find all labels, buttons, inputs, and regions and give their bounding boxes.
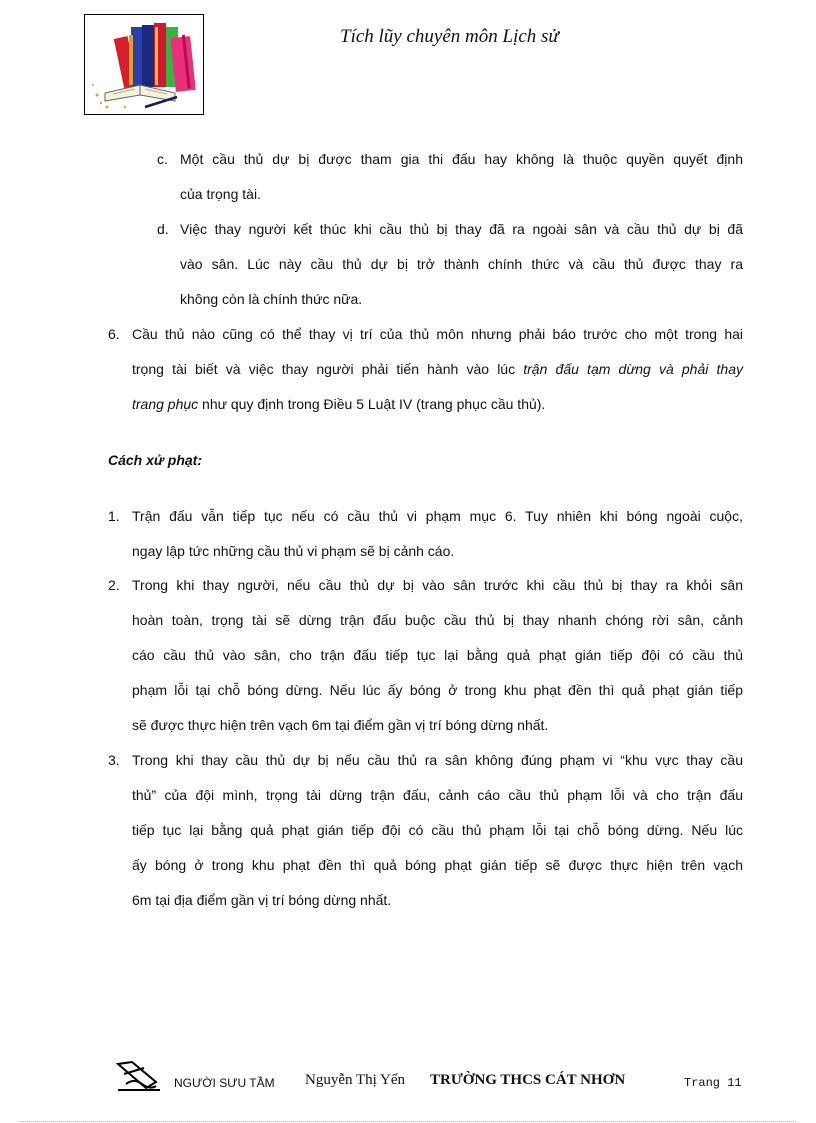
item-6-text: trọng tài biết và việc thay người phải tiến hành vào lúc — [132, 361, 524, 377]
item-6-marker: 6. — [108, 326, 120, 342]
penalty-3-line: tiếp tục lại bằng quả phạt gián tiếp đội có cầu thủ phạm lỗi tại chỗ bóng dừng. Nếu lúc — [132, 822, 743, 838]
sub-item-c-marker: c. — [157, 151, 168, 167]
item-6-line: Cầu thủ nào cũng có thể thay vị trí của thủ môn nhưng phải báo trước cho một trong hai — [132, 326, 743, 342]
footer-author: Nguyễn Thị Yến — [305, 1072, 405, 1088]
penalty-1-marker: 1. — [108, 508, 120, 524]
penalty-2-line: sẽ được thực hiện trên vạch 6m tại điểm gần vị trí bóng dừng nhất. — [132, 717, 549, 733]
footer-page-number: Trang 11 — [684, 1076, 742, 1090]
penalty-3-line: 6m tại địa điểm gần vị trí bóng dừng nhất. — [132, 892, 392, 908]
penalty-1-line: Trận đấu vẫn tiếp tục nếu có cầu thủ vi phạm mục 6. Tuy nhiên khi bóng ngoài cuộc, — [132, 508, 743, 524]
books-logo — [84, 14, 204, 115]
sub-item-c-line: của trọng tài. — [180, 186, 261, 202]
penalty-3-line: Trong khi thay cầu thủ dự bị nếu cầu thủ ra sân không đúng phạm vi “khu vực thay cầu — [132, 752, 743, 768]
penalty-2-line: hoàn toàn, trọng tài sẽ dừng trận đấu buộc cầu thủ bị thay nhanh chóng rời sân, cảnh — [132, 612, 743, 628]
books-icon — [85, 15, 204, 115]
sub-item-d-line: không còn là chính thức nữa. — [180, 291, 363, 307]
penalty-3-line: thủ” của đội mình, trọng tài dừng trận đấu, cảnh cáo cầu thủ phạm lỗi và cho trận đấu — [132, 787, 743, 803]
pen-writing-icon — [116, 1060, 162, 1092]
sub-item-d-line: vào sân. Lúc này cầu thủ dự bị trở thành chính thức và cầu thủ được thay ra — [180, 256, 743, 272]
item-6-text: như quy định trong Điều 5 Luật IV (trang phục cầu thủ). — [198, 396, 546, 412]
penalty-2-line: Trong khi thay người, nếu cầu thủ dự bị vào sân trước khi cầu thủ bị thay ra khỏi sân — [132, 577, 743, 593]
item-6-line — [132, 396, 545, 412]
item-6-line — [132, 361, 743, 377]
sub-item-c-line: Một cầu thủ dự bị được tham gia thi đấu hay không là thuộc quyền quyết định — [180, 151, 743, 167]
penalty-3-line: ấy bóng ở trong khu phạt đền thì quả bóng phạt gián tiếp sẽ được thực hiện trên vạch — [132, 857, 743, 873]
sub-item-d-line: Việc thay người kết thúc khi cầu thủ bị thay đã ra ngoài sân và cầu thủ dự bị đã — [180, 221, 743, 237]
penalty-2-marker: 2. — [108, 577, 120, 593]
footer-school: TRƯỜNG THCS CÁT NHƠN — [430, 1072, 626, 1088]
item-6-italic-text: trang phục — [132, 396, 199, 412]
section-heading: Cách xử phạt: — [108, 452, 203, 468]
penalty-2-line: cáo cầu thủ vào sân, cho trận đấu tiếp tục lại bằng quả phạt gián tiếp đội có cầu thủ — [132, 647, 743, 663]
penalty-3-marker: 3. — [108, 752, 120, 768]
item-6-italic-text: trận đấu tạm dừng và phải thay — [523, 361, 743, 377]
penalty-2-line: phạm lỗi tại chỗ bóng dừng. Nếu lúc ấy bóng ở trong khu phạt đền thì quả phạt gián tiếp — [132, 682, 743, 698]
penalty-1-line: ngay lập tức những cầu thủ vi phạm sẽ bị cảnh cáo. — [132, 543, 455, 559]
footer-collector-label: NGƯỜI SƯU TẦM — [174, 1076, 275, 1090]
sub-item-d-marker: d. — [157, 221, 169, 237]
header-title: Tích lũy chuyên môn Lịch sử — [340, 26, 559, 47]
footer-divider — [20, 1121, 796, 1122]
